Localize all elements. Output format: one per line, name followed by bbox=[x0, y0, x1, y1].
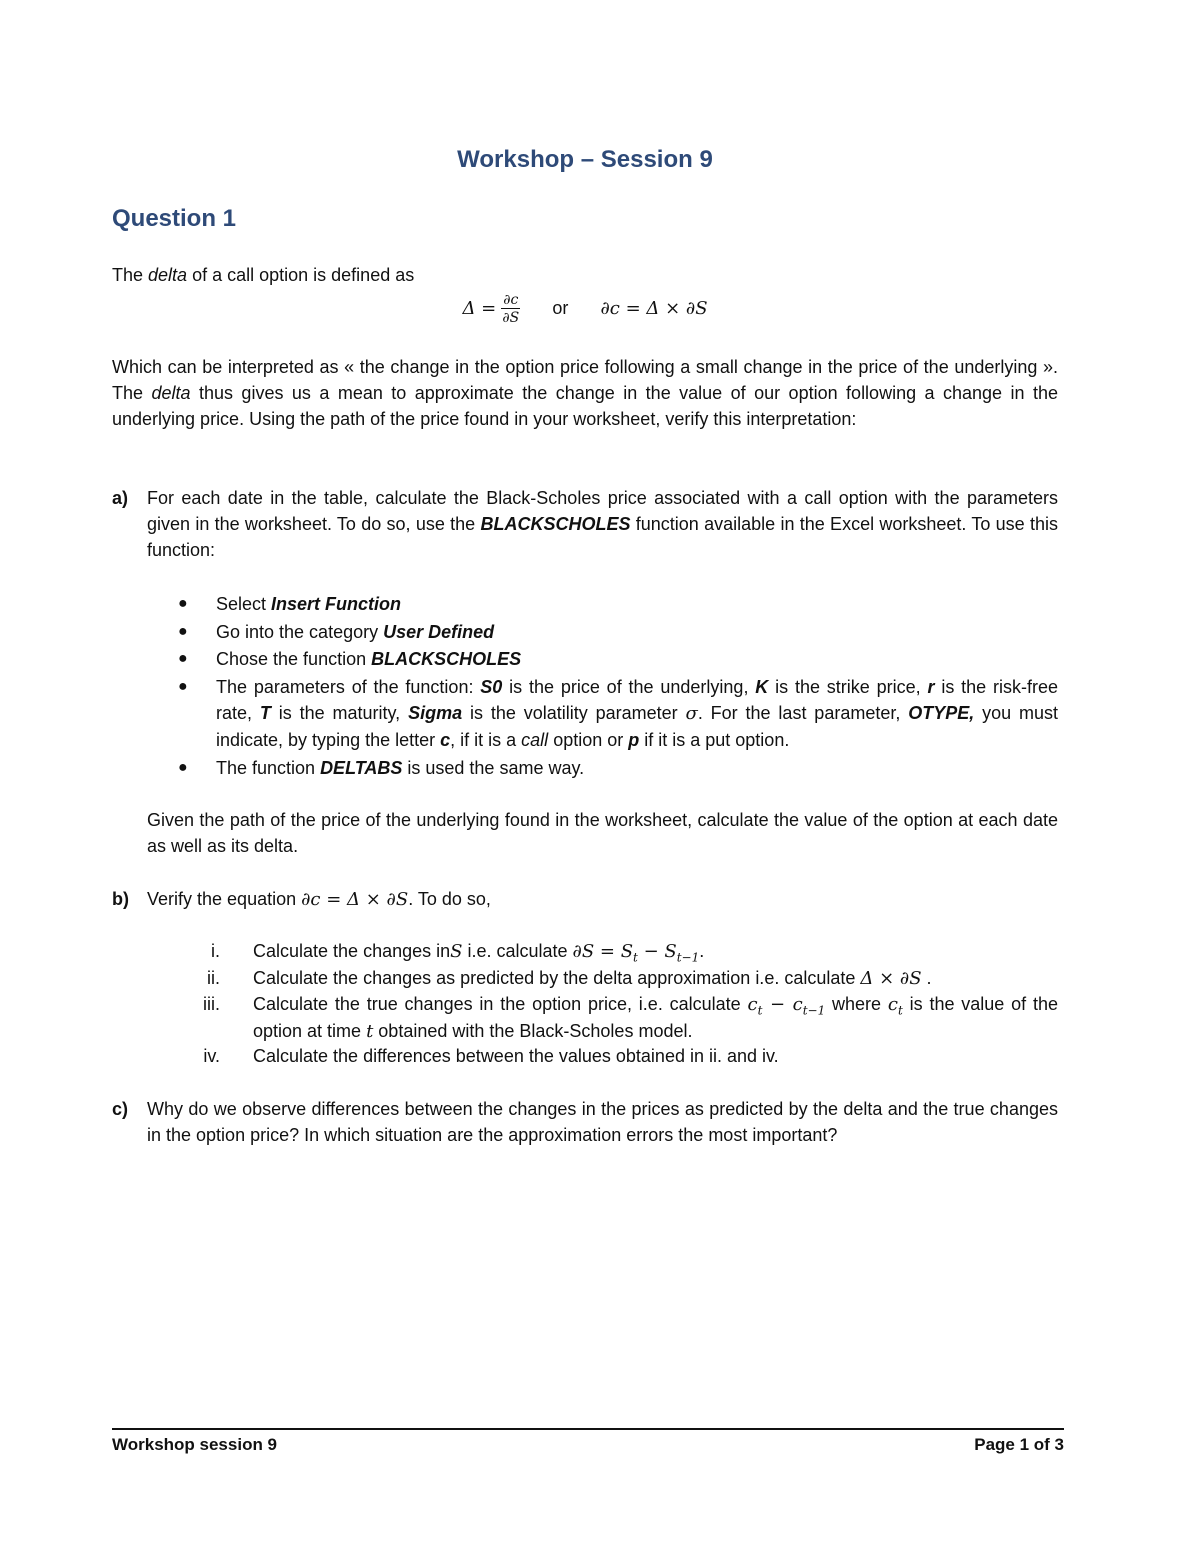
item-iv-text: Calculate the differences between the values obtained in ii. and iv. bbox=[253, 1046, 779, 1066]
item-i-number: i. bbox=[211, 941, 220, 961]
bullet-icon: ● bbox=[178, 595, 188, 612]
page-number: Page 1 of 3 bbox=[974, 1435, 1064, 1454]
interpretation-paragraph: Which can be interpreted as « the change in the option price following a small change in the price of the underlying ». The delta thus gives us a mean to approximate the change in the value of our option following a change in the underlying price. Using the path of the price found in your worksheet, verify this interpretation: bbox=[112, 357, 1058, 429]
part-a-label: a) bbox=[112, 488, 129, 508]
bullet-insert-function: Select Insert Function bbox=[216, 594, 402, 614]
item-ii-text: Calculate the changes as predicted by the delta approximation i.e. calculate Δ × ∂S . bbox=[253, 968, 932, 989]
footer-divider bbox=[112, 1428, 1064, 1430]
bullet-icon: ● bbox=[178, 678, 188, 695]
footer-title: Workshop session 9 bbox=[112, 1435, 278, 1454]
part-a-text: For each date in the table, calculate the Black-Scholes price associated with a call option with the parameters given in the worksheet. To do so, use the BLACKSCHOLES function available in the Excel worksheet. To use this function: bbox=[147, 488, 1058, 560]
bullet-icon: ● bbox=[178, 650, 188, 667]
bullet-user-defined: Go into the category User Defined bbox=[216, 622, 495, 642]
item-i-text: Calculate the changes inS i.e. calculate $\partial S = S_t - S_{t-1}$. bbox=[253, 941, 705, 965]
part-a-followup: Given the path of the price of the underlying found in the worksheet, calculate the value of the option at each date as well as its delta. bbox=[147, 810, 1058, 856]
bullet-deltabs: The function DELTABS is used the same way. bbox=[216, 758, 585, 778]
bullet-parameters: The parameters of the function: S0 is the price of the underlying, K is the strike price, r is the risk-free rate, T is the maturity, Sigma is the volatility parameter σ. For the last parameter, OTYPE, you must indicate, by typing the letter c, if it is a call option or p if it is a put option. bbox=[216, 677, 1059, 750]
part-c-text: Why do we observe differences between the changes in the prices as predicted by the delta and the true changes in the option price? In which situation are the approximation errors the most important? bbox=[147, 1099, 1058, 1145]
bullet-icon: ● bbox=[178, 759, 188, 776]
delta-formula: Δ = $\frac{\partial c}{\partial S}$ or ∂c = Δ × ∂S bbox=[462, 292, 708, 327]
item-ii-number: ii. bbox=[207, 968, 220, 988]
page-title: Workshop – Session 9 bbox=[457, 146, 713, 173]
intro-text: The delta of a call option is defined as bbox=[112, 265, 415, 285]
bullet-icon: ● bbox=[178, 623, 188, 640]
delta-fraction: $\frac{\partial c}{\partial S}$ bbox=[502, 292, 520, 327]
part-c-label: c) bbox=[112, 1099, 129, 1119]
item-iv-number: iv. bbox=[203, 1046, 220, 1066]
part-b-label: b) bbox=[112, 889, 129, 909]
question-heading: Question 1 bbox=[112, 205, 237, 232]
item-iii-text: Calculate the true changes in the option price, i.e. calculate $c_t - c_{t-1}$ where $c_t$ is the value of the option at time t obtained with the Black-Scholes model. bbox=[253, 994, 1058, 1042]
part-b-text: Verify the equation ∂c = Δ × ∂S. To do so, bbox=[147, 889, 491, 910]
bullet-blackscholes: Chose the function BLACKSCHOLES bbox=[216, 649, 522, 669]
item-iii-number: iii. bbox=[203, 994, 220, 1014]
